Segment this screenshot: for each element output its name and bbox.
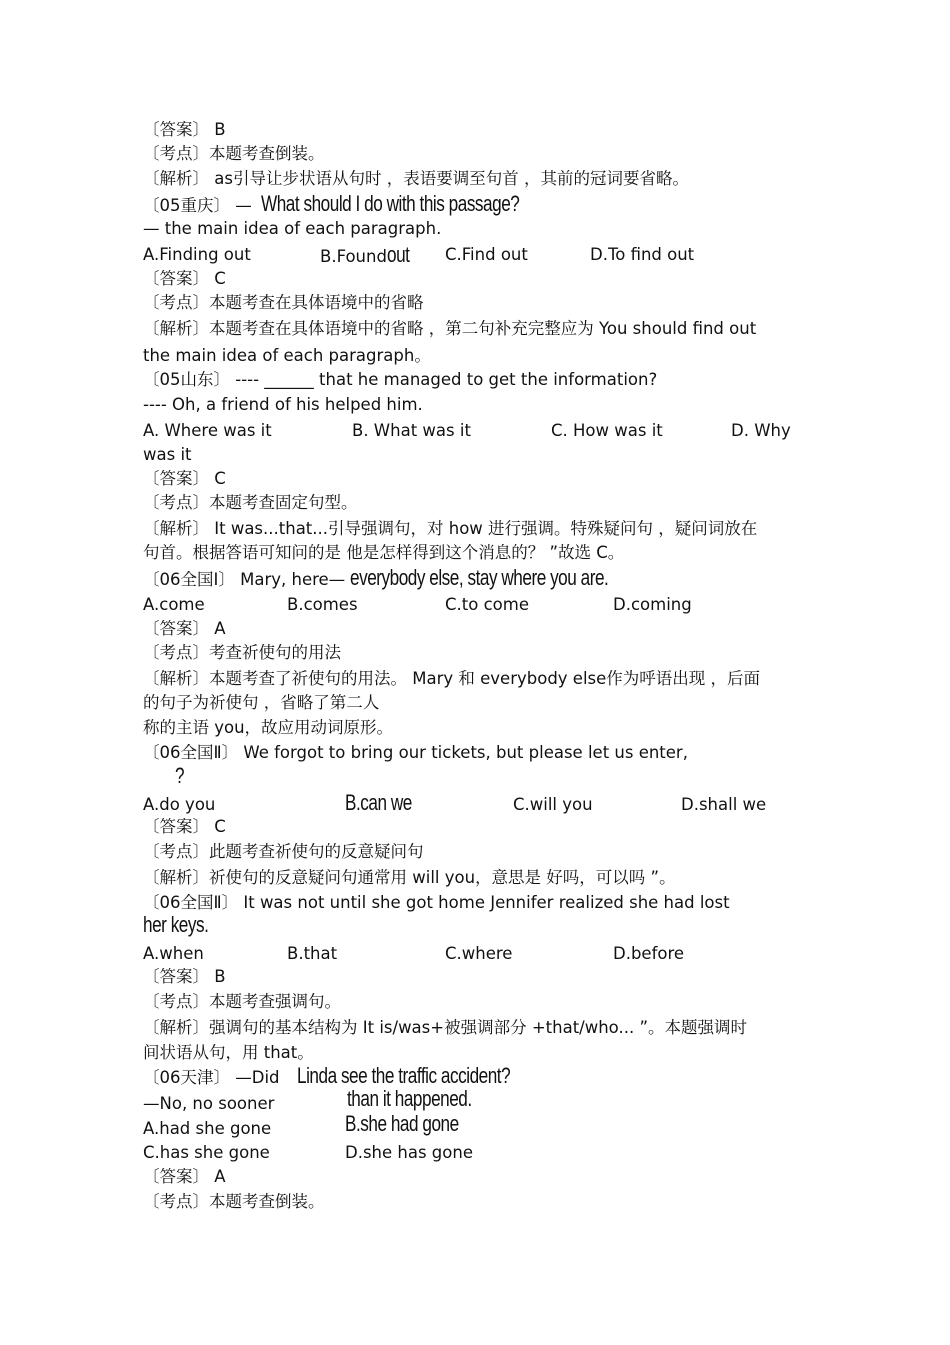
analysis-line: 〔解析〕 It was...that...引导强调句，对 how 进行强调。特殊疑问句 ，疑问词放在 [143,519,758,538]
point-line: 〔考点〕本题考查倒装。 [143,1192,325,1211]
option-b: B. What was it [352,421,471,440]
option-d: D.she has gone [345,1143,473,1162]
point-line: 〔考点〕本题考查强调句。 [143,992,341,1011]
option-a: A.when [143,944,204,963]
option-b [345,1111,491,1136]
option-c: C.has she gone [143,1143,270,1162]
point-line: 〔考点〕本题考查在具体语境中的省略 [143,293,424,312]
question-header: 〔06全国Ⅱ〕 We forgot to bring our tickets, but please let us enter, [143,743,688,762]
option-c: C.Find out [445,245,528,264]
answer-line: 〔答案〕 C [143,269,226,288]
handwritten-text: Linda see the traffic accident? [297,1063,511,1088]
question-line: — the main idea of each paragraph. [143,219,442,238]
option-d: D.coming [613,595,692,614]
handwritten-text: everybody else, stay where you are. [350,565,609,590]
handwritten-text: What should I do with this passage? [261,191,520,216]
analysis-line: 〔解析〕强调句的基本结构为 It is/was+被强调部分 +that/who... ”。本题强调时 [143,1018,748,1037]
option-a: A.come [143,595,205,614]
option-b: B.comes [287,595,358,614]
option-c: C.to come [445,595,529,614]
option-d-continued: was it [143,445,192,464]
question-header: 〔05山东〕 ---- ______ that he managed to get the information? [143,370,658,389]
analysis-line: 的句子为祈使句 ，省略了第二人 [143,693,380,712]
question-header [143,565,682,590]
answer-line: 〔答案〕 A [143,1167,226,1186]
option-d: D.shall we [681,795,767,814]
analysis-line: 称的主语 you，故应用动词原形。 [143,718,394,737]
option-a: A.Finding out [143,245,251,264]
option-d: D.before [613,944,685,963]
point-line: 〔考点〕本题考查倒装。 [143,144,325,163]
option-a: A. Where was it [143,421,272,440]
question-line: ---- Oh, a friend of his helped him. [143,395,423,414]
option-c: C.where [445,944,513,963]
answer-line: 〔答案〕 A [143,619,226,638]
handwritten-text: out [386,242,410,267]
answer-line: 〔答案〕 C [143,817,226,836]
answer-line: 〔答案〕 B [143,967,226,986]
option-a: A.do you [143,795,216,814]
analysis-line: 句首。根据答语可知问的是 他是怎样得到这个消息的？ ”故选 C。 [143,543,625,562]
point-line: 〔考点〕此题考查祈使句的反意疑问句 [143,842,424,861]
answer-line: 〔答案〕 C [143,469,226,488]
handwritten-text: than it happened. [347,1086,472,1111]
analysis-line: 间状语从句，用 that。 [143,1043,314,1062]
option-b: B.Foundout [320,242,410,267]
analysis-line: 〔解析〕本题考查了祈使句的用法。 Mary 和 everybody else作为呼语出现 ，后面 [143,669,761,688]
handwritten-text: B.she had gone [345,1111,459,1136]
question-header [143,191,592,216]
question-line: —No, no sooner [143,1094,275,1113]
question-header: 〔06全国Ⅱ〕 It was not until she got home Jennifer realized she had lost [143,893,730,912]
point-line: 〔考点〕考查祈使句的用法 [143,643,341,662]
question-header: 〔06天津〕 —Did [143,1068,280,1087]
option-b [345,790,431,815]
handwritten-text: her keys. [143,912,209,937]
option-c: C. How was it [551,421,663,440]
handwritten-text: ? [175,763,185,788]
option-b: B.that [287,944,338,963]
analysis-line: 〔解析〕本题考查在具体语境中的省略 ，第二句补充完整应为 You should find out [143,319,757,338]
analysis-line: 〔解析〕祈使句的反意疑问句通常用 will you，意思是 好吗，可以吗 ”。 [143,868,676,887]
analysis-line: the main idea of each paragraph。 [143,346,431,365]
question-source: 〔06全国Ⅰ〕 Mary, here— [143,570,346,589]
option-a: A.had she gone [143,1119,272,1138]
option-d: D. Why [731,421,791,440]
analysis-line: 〔解析〕 as引导让步状语从句时 ，表语要调至句首 ，其前的冠词要省略。 [143,169,689,188]
question-source: 〔05重庆〕 — [143,196,252,215]
option-d: D.To find out [590,245,695,264]
handwritten-text: B.can we [345,790,412,815]
answer-line: 〔答案〕 B [143,120,226,139]
option-c: C.will you [513,795,593,814]
point-line: 〔考点〕本题考查固定句型。 [143,493,358,512]
